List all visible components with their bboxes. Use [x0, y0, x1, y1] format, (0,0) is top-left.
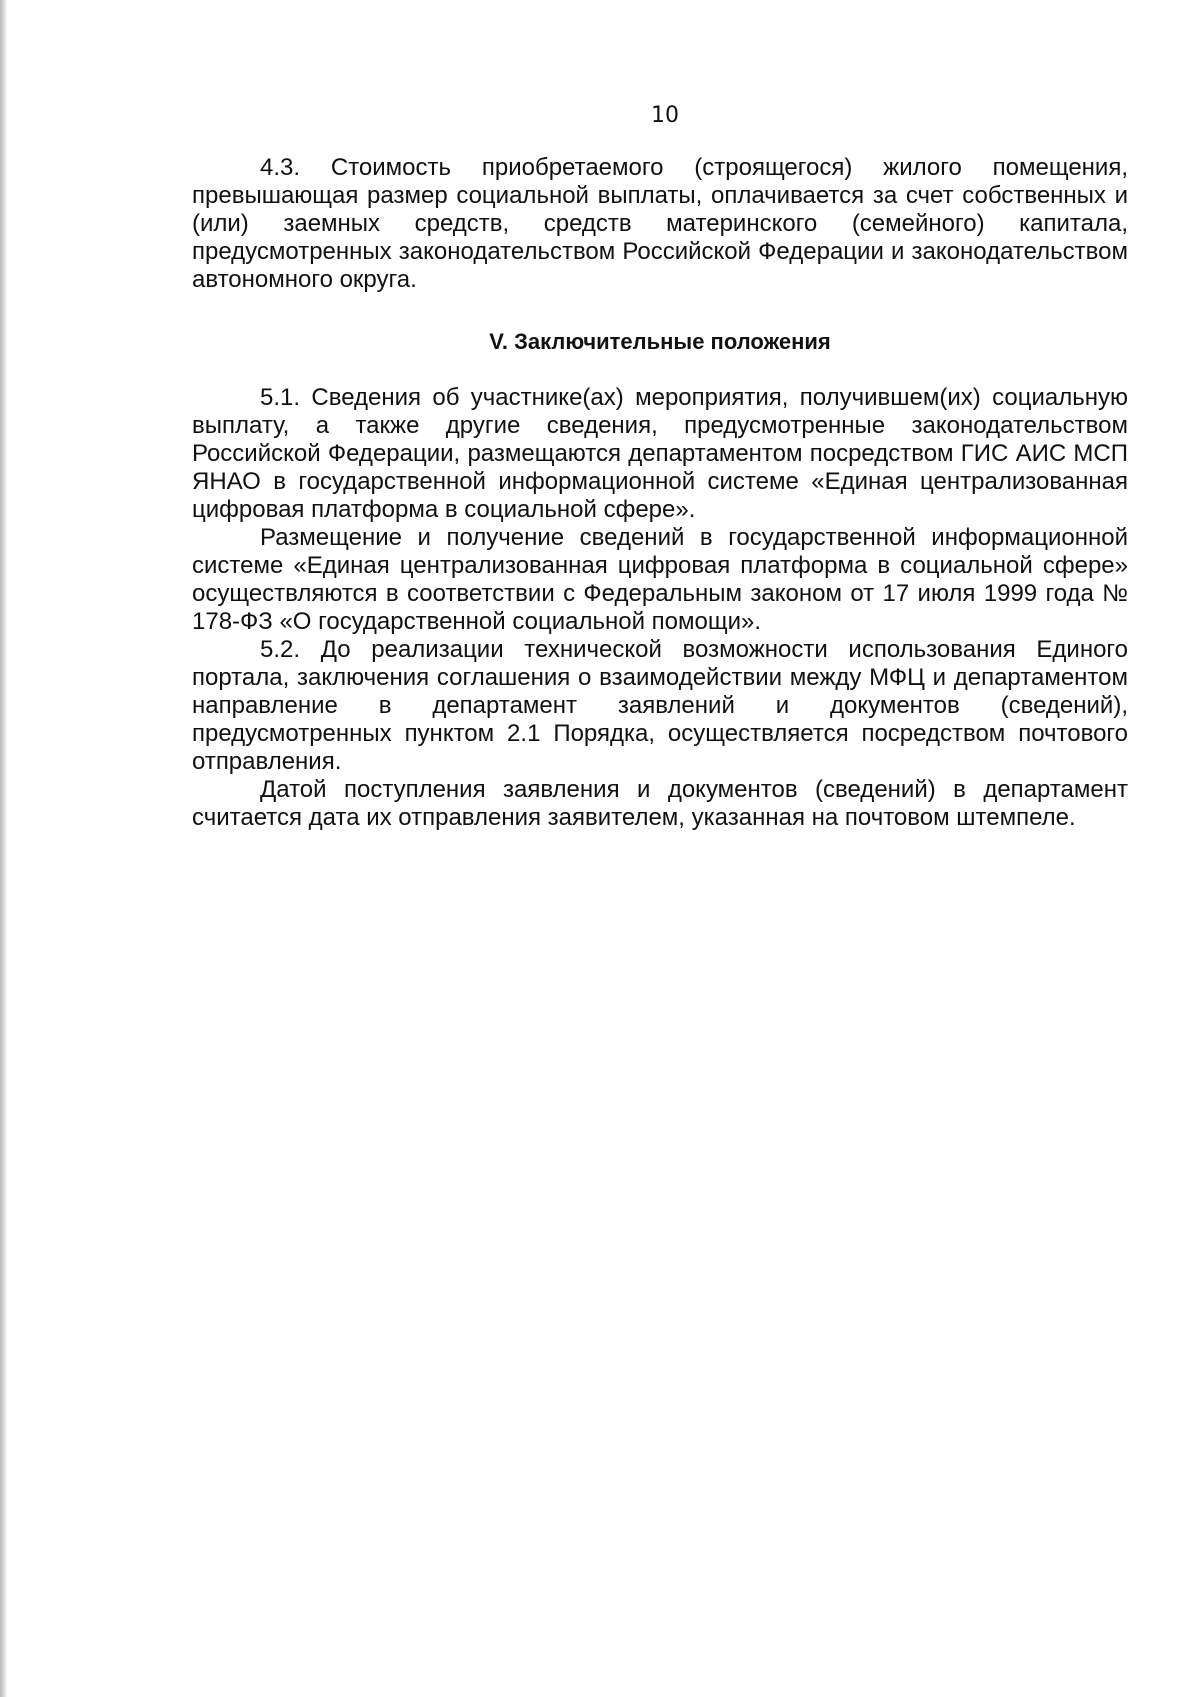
paragraph-5-1: 5.1. Сведения об участнике(ах) мероприятия, получившем(их) социальную выплату, а также другие сведения, предусмотренные законодательством Российской Федерации, размещаются департаментом посредством ГИС АИС МСП ЯНАО в государственной информационной системе «Единая централизованная цифровая платформа в социальной сфере».: [192, 384, 1128, 523]
paragraph-5-2: 5.2. До реализации технической возможности использования Единого портала, заключения соглашения о взаимодействии между МФЦ и департаментом направление в департамент заявлений и документов (сведений), предусмотренных пунктом 2.1 Порядка, осуществляется посредством почтового отправления.: [192, 636, 1128, 775]
section-heading: V. Заключительные положения: [489, 329, 831, 354]
paragraph-4-3: 4.3. Стоимость приобретаемого (строящегося) жилого помещения, превышающая размер социальной выплаты, оплачивается за счет собственных и (или) заемных средств, средств материнского (семейного) капитала, предусмотренных законодательством Российской Федерации и законодательством автономного округа.: [192, 154, 1128, 293]
paragraph-5-1-continued: Размещение и получение сведений в государственной информационной системе «Единая централизованная цифровая платформа в социальной сфере» осуществляются в соответствии с Федеральным законом от 17 июля 1999 года № 178-ФЗ «О государственной социальной помощи».: [192, 524, 1128, 635]
paragraph-5-2-continued: Датой поступления заявления и документов (сведений) в департамент считается дата их отправления заявителем, указанная на почтовом штемпеле.: [192, 776, 1128, 831]
scan-edge: [0, 0, 7, 1697]
page-number: 10: [651, 103, 679, 128]
document-body: [192, 154, 1128, 832]
